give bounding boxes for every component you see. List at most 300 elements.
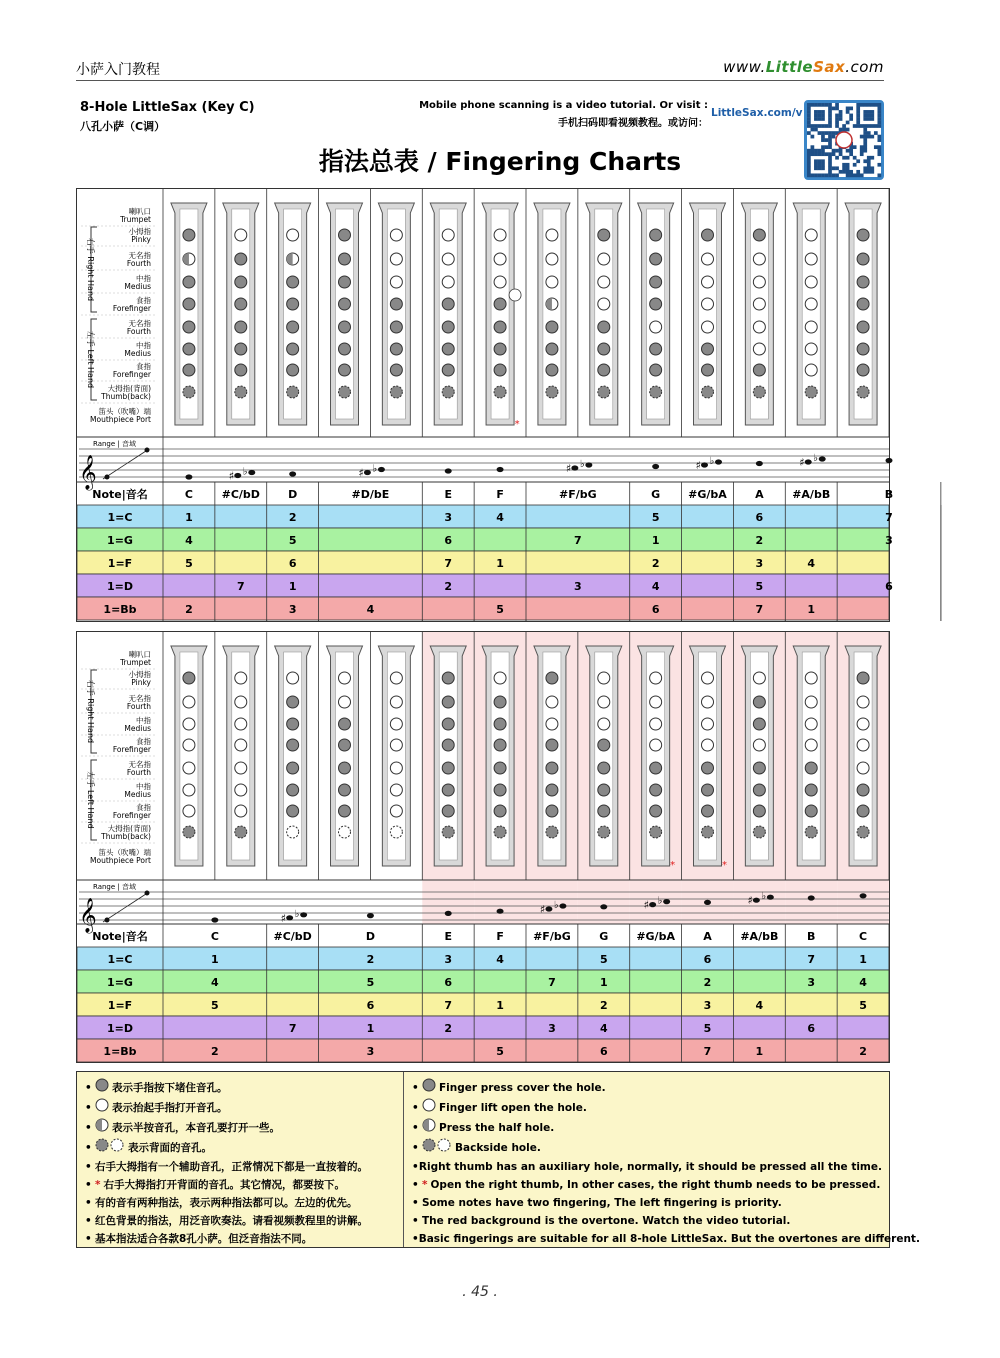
closed-hole-icon: [183, 229, 195, 241]
note-name: D: [365, 930, 375, 943]
tutorial-link[interactable]: LittleSax.com/v: [711, 107, 803, 119]
key-row-1=D: [77, 574, 889, 597]
legend-item: [412, 1138, 882, 1158]
closed-hole-icon: [857, 229, 869, 241]
closed-hole-icon: [339, 321, 351, 333]
closed-hole-icon: [494, 321, 506, 333]
instrument-6: [430, 203, 466, 425]
back-closed-hole-icon: [494, 386, 506, 398]
bullet-icon: •: [412, 1215, 419, 1227]
scale-degree: 2: [755, 534, 764, 547]
note-head-icon: [808, 895, 815, 900]
note-head-icon: [649, 902, 656, 907]
instrument-8: [534, 203, 570, 425]
open-hole-icon: [702, 739, 714, 751]
closed-hole-icon: [494, 739, 506, 751]
sharp-sign-icon: ♯: [358, 466, 364, 480]
closed-hole-icon: [546, 739, 558, 751]
hole-label-en: Mouthpiece Port: [90, 415, 151, 424]
open-hole-icon: [390, 805, 402, 817]
back-closed-hole-icon: [702, 826, 714, 838]
open-hole-icon: [390, 229, 402, 241]
closed-hole-icon: [339, 364, 351, 376]
scale-degree: 5: [755, 580, 764, 593]
back-open-hole-icon: [287, 826, 299, 838]
open-hole-icon: [702, 253, 714, 265]
key-label: 1=G: [107, 976, 133, 989]
note-head-icon: [559, 903, 566, 908]
open-hole-icon: [235, 784, 247, 796]
note-head-icon: [378, 467, 385, 472]
range-label: Range | 音域: [93, 440, 136, 448]
qr-module: [811, 103, 815, 107]
half-hole-fill: [423, 1119, 429, 1131]
instrument-3: [275, 203, 311, 425]
scale-degree: 2: [651, 557, 660, 570]
closed-hole-icon: [442, 343, 454, 355]
scale-degree: 7: [288, 1022, 297, 1035]
qr-module: [867, 114, 871, 118]
bullet-icon: •: [412, 1197, 419, 1209]
qr-module: [835, 124, 839, 128]
legend-item: [85, 1194, 401, 1212]
qr-module: [818, 103, 822, 107]
closed-hole-icon: [235, 298, 247, 310]
scale-degree: 6: [703, 953, 712, 966]
legend-text: Press the half hole.: [439, 1122, 555, 1134]
note-head-icon: [234, 473, 241, 478]
scale-degree: 6: [288, 557, 297, 570]
qr-module: [835, 107, 839, 111]
scale-degree: 1: [755, 1045, 764, 1058]
legend-item: [85, 1118, 401, 1138]
qr-module: [863, 114, 867, 118]
qr-module: [835, 114, 839, 118]
right-hand-label: 右手 Right Hand: [86, 237, 95, 302]
closed-hole-icon: [702, 364, 714, 376]
closed-hole-icon: [339, 739, 351, 751]
scale-degree: 4: [496, 953, 504, 966]
qr-module: [818, 117, 822, 121]
back-closed-hole-icon: [546, 826, 558, 838]
closed-hole-icon: [183, 321, 195, 333]
legend-text: Open the right thumb, In other cases, the right thumb needs to be pressed.: [430, 1179, 881, 1191]
qr-module: [874, 131, 878, 135]
legend-item: [412, 1158, 882, 1176]
half-hole-fill: [96, 1119, 102, 1131]
hole-label-cn: 无名指: [128, 251, 151, 260]
legend-text: 表示抬起手指打开音孔。: [112, 1102, 228, 1114]
range-low-note-icon: [105, 918, 110, 923]
back-open-shape: [438, 1139, 450, 1151]
qr-module: [846, 107, 850, 111]
hole-label-en: Thumb(back): [101, 392, 151, 401]
bullet-icon: •: [412, 1161, 419, 1173]
note-head-icon: [585, 462, 592, 467]
open-hole-icon: [598, 718, 610, 730]
open-hole-shape: [96, 1099, 108, 1111]
flat-sign-icon: ♭: [579, 459, 585, 470]
qr-module: [860, 124, 864, 128]
scan-text-en: Mobile phone scanning is a video tutorial. Or visit :: [419, 100, 708, 111]
back-closed-hole-icon: [183, 826, 195, 838]
scale-degree: 1: [496, 557, 504, 570]
scale-degree: 6: [807, 1022, 816, 1035]
scale-degree: 5: [496, 603, 504, 616]
closed-hole-icon: [650, 298, 662, 310]
open-hole-icon: [702, 672, 714, 684]
back-closed-hole-icon: [650, 386, 662, 398]
qr-module: [828, 107, 832, 111]
closed-hole-icon: [702, 784, 714, 796]
fingering-chart-basic: [76, 188, 894, 622]
key-label: 1=C: [107, 953, 133, 966]
qr-module: [814, 117, 818, 121]
legend-item: [412, 1098, 882, 1118]
site-little: Little: [765, 58, 814, 76]
closed-hole-icon: [287, 739, 299, 751]
qr-module: [839, 110, 843, 114]
back-closed-hole-icon: [857, 386, 869, 398]
qr-module: [814, 110, 818, 114]
closed-hole-icon: [442, 321, 454, 333]
flat-sign-icon: ♭: [372, 463, 378, 475]
instrument-10: [638, 203, 674, 425]
hole-label-en: Thumb(back): [101, 832, 151, 841]
open-hole-icon: [183, 784, 195, 796]
instrument-10: [638, 646, 676, 871]
note-name: E: [444, 488, 452, 501]
note-name: #A/bB: [740, 930, 779, 943]
hole-label-cn: 食指: [136, 362, 151, 371]
hole-label-cn: 食指: [136, 803, 151, 812]
closed-hole-icon: [753, 784, 765, 796]
open-hole-icon: [857, 718, 869, 730]
scale-degree: 1: [211, 953, 219, 966]
note-head-icon: [701, 462, 708, 467]
qr-module: [877, 110, 881, 114]
scale-degree: 5: [366, 976, 375, 989]
closed-hole-icon: [442, 739, 454, 751]
qr-module: [832, 131, 836, 135]
closed-hole-icon: [287, 343, 299, 355]
open-hole-icon: [183, 718, 195, 730]
scale-degree: 3: [366, 1045, 375, 1058]
bullet-icon: •: [412, 1179, 419, 1191]
open-hole-icon: [494, 672, 506, 684]
note-head-icon: [367, 913, 374, 918]
closed-hole-icon: [442, 762, 454, 774]
closed-hole-icon: [442, 672, 454, 684]
open-hole-icon: [702, 321, 714, 333]
scale-degree: 3: [444, 511, 453, 524]
open-hole-icon: [339, 696, 351, 708]
open-hole-icon: [702, 696, 714, 708]
qr-module: [877, 124, 881, 128]
qr-module: [856, 114, 860, 118]
note-name: #G/bA: [688, 488, 727, 501]
hole-label-cn: 笛头（吹嘴）端: [98, 848, 151, 857]
open-hole-icon: [390, 718, 402, 730]
scale-degree: 1: [288, 580, 297, 593]
key-row-1=Bb: [77, 597, 889, 620]
hole-label-en: Forefinger: [112, 745, 151, 754]
bullet-icon: •: [85, 1233, 92, 1245]
hole-label-cn: 无名指: [128, 694, 151, 703]
qr-module: [828, 103, 832, 107]
closed-hole-icon: [494, 762, 506, 774]
sharp-sign-icon: ♯: [565, 462, 572, 475]
sharp-sign-icon: ♯: [539, 903, 546, 916]
scale-degree: 5: [651, 511, 660, 524]
closed-hole-icon: [546, 321, 558, 333]
closed-hole-icon: [287, 784, 299, 796]
closed-hole-icon: [339, 718, 351, 730]
scale-degree: 7: [807, 953, 816, 966]
open-hole-icon: [546, 229, 558, 241]
scale-degree: 1: [859, 953, 867, 966]
scale-degree: 5: [211, 999, 219, 1012]
instrument-11: [690, 203, 726, 425]
qr-module: [807, 121, 811, 125]
open-hole-icon: [235, 696, 247, 708]
note-header: Note|音名: [92, 930, 148, 943]
note-name: G: [599, 930, 609, 943]
sharp-sign-icon: ♯: [799, 456, 805, 469]
range-line: [103, 449, 149, 479]
note-name: #A/bB: [792, 488, 831, 501]
closed-hole-icon: [857, 784, 869, 796]
scale-degree: 2: [444, 580, 453, 593]
legend-item: [412, 1230, 920, 1248]
closed-hole-icon: [805, 805, 817, 817]
legend-item: [412, 1078, 882, 1098]
instrument-13: [793, 646, 829, 866]
closed-hole-icon: [390, 364, 402, 376]
key-row-1=F: [77, 551, 889, 574]
legend-item: [85, 1212, 401, 1230]
scale-degree: 2: [599, 999, 608, 1012]
note-head-icon: [211, 917, 218, 922]
page-title: 指法总表 / Fingering Charts: [318, 147, 682, 176]
key-row-1=G: [77, 970, 889, 993]
open-hole-icon: [857, 762, 869, 774]
legend-chinese: [85, 1078, 401, 1248]
closed-hole-icon: [598, 739, 610, 751]
open-hole-icon: [235, 672, 247, 684]
closed-hole-icon: [546, 805, 558, 817]
open-hole-icon: [857, 696, 869, 708]
qr-module: [856, 121, 860, 125]
back-closed-hole-icon: [287, 386, 299, 398]
header-site-url[interactable]: [723, 58, 884, 76]
qr-module: [821, 117, 825, 121]
closed-hole-icon: [339, 276, 351, 288]
closed-hole-icon: [650, 253, 662, 265]
open-hole-icon: [494, 276, 506, 288]
qr-module: [828, 110, 832, 114]
note-head-icon: [704, 900, 711, 905]
hole-label-cn: 小拇指: [128, 670, 151, 679]
closed-hole-icon: [390, 343, 402, 355]
flat-sign-icon: ♭: [709, 456, 715, 467]
closed-hole-icon: [702, 805, 714, 817]
closed-hole-icon: [339, 762, 351, 774]
qr-module: [807, 131, 811, 135]
qr-module: [870, 117, 874, 121]
note-head-icon: [756, 461, 763, 466]
header-rule: [76, 80, 884, 81]
note-name: G: [651, 488, 661, 501]
closed-hole-icon: [857, 364, 869, 376]
scale-degree: 6: [444, 534, 453, 547]
closed-hole-icon: [442, 784, 454, 796]
closed-hole-icon: [95, 1078, 109, 1098]
open-hole-icon: [702, 298, 714, 310]
legend-text: 表示手指按下堵住音孔。: [112, 1082, 228, 1094]
open-hole-icon: [753, 739, 765, 751]
qr-module: [853, 124, 857, 128]
hole-label-cn: 无名指: [128, 319, 151, 328]
bullet-icon: •: [412, 1233, 419, 1245]
hole-label-cn: 喇叭口: [128, 650, 151, 659]
site-prefix: www.: [723, 58, 766, 76]
scale-degree: 1: [496, 999, 504, 1012]
note-name: #F/bG: [533, 930, 571, 943]
open-hole-icon: [753, 298, 765, 310]
scan-text-cn: 手机扫码即看视频教程。或访问：: [558, 118, 708, 129]
legend-text: 红色背景的指法，用泛音吹奏法。请看视频教程里的讲解。: [95, 1215, 368, 1227]
qr-module: [842, 124, 846, 128]
open-hole-icon: [857, 739, 869, 751]
open-hole-icon: [805, 321, 817, 333]
instrument-3: [275, 646, 311, 866]
hole-label-en: Medius: [124, 790, 151, 799]
legend-item: [412, 1118, 882, 1138]
legend-item: [412, 1194, 882, 1212]
thumb-open-asterisk-icon: *: [670, 860, 676, 871]
back-closed-hole-icon: [805, 826, 817, 838]
open-hole-icon: [650, 321, 662, 333]
range-line: [103, 892, 149, 922]
open-hole-icon: [805, 718, 817, 730]
closed-hole-icon: [494, 805, 506, 817]
half-hole-icon: [422, 1118, 436, 1138]
closed-hole-icon: [287, 762, 299, 774]
qr-module: [863, 135, 867, 139]
back-closed-hole-icon: [235, 386, 247, 398]
range-low-note-icon: [105, 475, 110, 480]
instrument-2: [223, 646, 259, 866]
note-head-icon: [767, 895, 774, 900]
hole-label-en: Fourth: [126, 702, 151, 711]
closed-hole-icon: [650, 784, 662, 796]
legend-text: 基本指法适合各款8孔小萨。但泛音指法不同。: [95, 1233, 313, 1245]
closed-hole-shape: [96, 1079, 108, 1091]
scale-degree: 4: [859, 976, 867, 989]
scale-degree: 3: [548, 1022, 556, 1035]
note-head-icon: [715, 459, 722, 464]
legend-text: The red background is the overtone. Watch the video tutorial.: [422, 1215, 791, 1227]
legend-text: 表示半按音孔，本音孔要打开一些。: [112, 1122, 280, 1134]
open-hole-icon: [805, 739, 817, 751]
open-hole-icon: [650, 672, 662, 684]
closed-hole-icon: [183, 276, 195, 288]
closed-hole-icon: [702, 762, 714, 774]
qr-module: [867, 117, 871, 121]
closed-hole-icon: [287, 805, 299, 817]
closed-hole-icon: [650, 805, 662, 817]
model-name: 8-Hole LittleSax (Key C): [80, 100, 255, 115]
instrument-7: [482, 203, 521, 430]
closed-hole-icon: [753, 364, 765, 376]
qr-module: [814, 128, 818, 132]
hole-label-cn: 食指: [136, 296, 151, 305]
qr-module: [807, 117, 811, 121]
closed-hole-icon: [235, 321, 247, 333]
closed-hole-icon: [287, 696, 299, 708]
note-name: #D/bE: [351, 488, 390, 501]
open-hole-icon: [753, 276, 765, 288]
qr-module: [828, 135, 832, 139]
qr-module: [877, 107, 881, 111]
scale-degree: 4: [496, 511, 504, 524]
back-open-shape: [111, 1139, 123, 1151]
instrument-4: [327, 646, 363, 866]
qr-module: [856, 124, 860, 128]
qr-module: [828, 131, 832, 135]
hole-label-en: Medius: [124, 349, 151, 358]
bullet-icon: •: [412, 1102, 419, 1114]
note-head-icon: [286, 915, 293, 920]
hole-label-en: Pinky: [131, 235, 151, 244]
qr-module: [877, 121, 881, 125]
closed-hole-icon: [183, 672, 195, 684]
scale-degree: 7: [574, 534, 582, 547]
scale-degree: 4: [599, 1022, 608, 1035]
qr-module: [870, 110, 874, 114]
open-hole-icon: [390, 672, 402, 684]
instrument-8: [534, 646, 570, 866]
open-hole-icon: [494, 229, 506, 241]
bullet-icon: •: [85, 1161, 92, 1173]
hole-label-cn: 无名指: [128, 760, 151, 769]
legend-text: Finger lift open the hole.: [439, 1102, 587, 1114]
open-hole-icon: [546, 696, 558, 708]
closed-hole-icon: [390, 298, 402, 310]
hole-label-en: Fourth: [126, 259, 151, 268]
key-row-1=G: [77, 528, 889, 551]
closed-hole-icon: [857, 298, 869, 310]
key-label: 1=C: [107, 511, 133, 524]
hole-label-en: Trumpet: [120, 215, 151, 224]
qr-module: [828, 117, 832, 121]
note-head-icon: [600, 904, 607, 909]
half-hole-icon: [95, 1118, 109, 1138]
closed-hole-icon: [442, 718, 454, 730]
note-name: #C/bD: [273, 930, 312, 943]
back-closed-shape: [96, 1139, 108, 1151]
note-name: E: [444, 930, 452, 943]
qr-module: [856, 117, 860, 121]
closed-hole-icon: [494, 696, 506, 708]
thumb-open-asterisk-icon: *: [722, 860, 727, 871]
qr-module: [811, 135, 815, 139]
closed-hole-icon: [753, 762, 765, 774]
bullet-icon: •: [412, 1142, 419, 1154]
instrument-6: [430, 646, 466, 866]
closed-hole-icon: [753, 696, 765, 708]
